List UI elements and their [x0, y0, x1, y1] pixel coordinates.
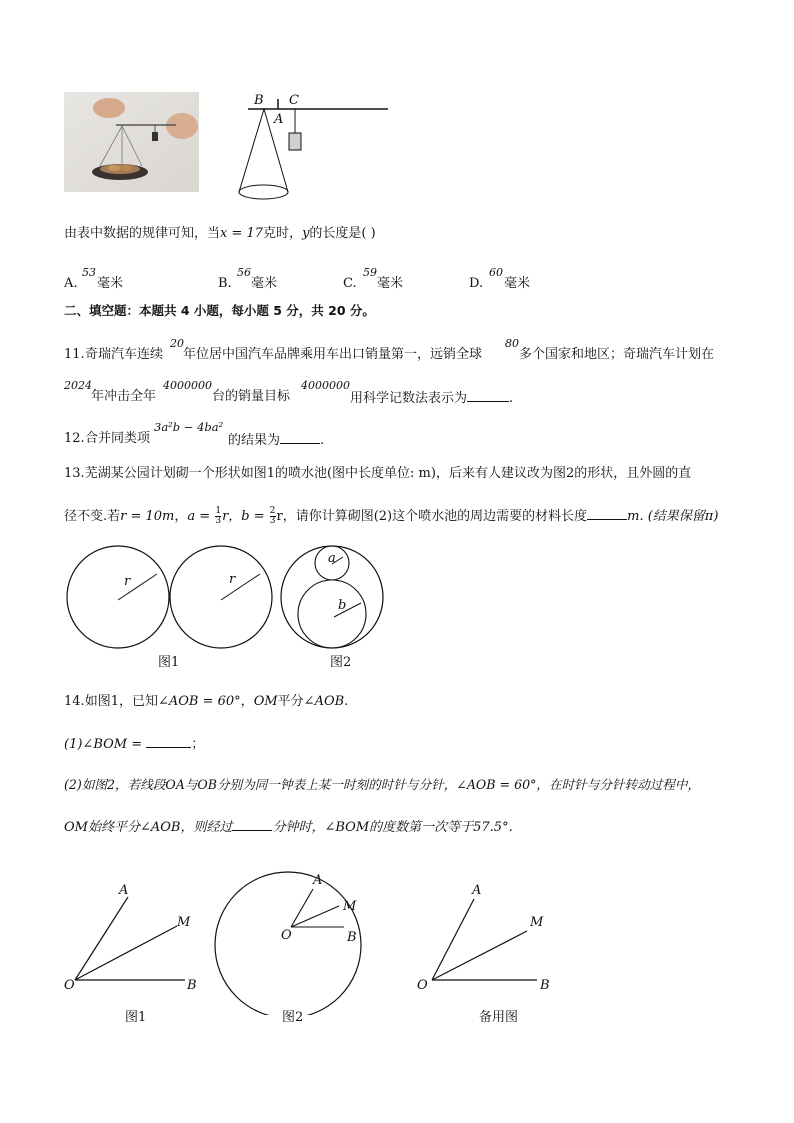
- q11-sup-4000000-a: 4000000: [163, 379, 212, 392]
- q10-stem-math: x = 17: [220, 226, 264, 241]
- q11-text-6-label: 用科学记数法表示为: [350, 391, 468, 406]
- q13-line2-d: r，请你计算砌图(2)这个喷水池的周边需要的材料长度: [276, 509, 588, 524]
- q11-sup-2024: 2024: [64, 379, 92, 392]
- q11-text-1: 奇瑞汽车连续: [85, 347, 164, 362]
- q14-part1: [64, 735, 204, 753]
- q14-fig2-label-O: O: [281, 928, 292, 943]
- q13-answer-blank[interactable]: [587, 507, 627, 520]
- q14-caption-fig1: 图1: [125, 1010, 147, 1025]
- q13-fig1-r-right: r: [229, 572, 236, 587]
- q13-frac-a-den: 3: [215, 516, 222, 526]
- q13-num: 13.: [64, 466, 85, 481]
- q10-stem-prefix: 由表中数据的规律可知，当: [64, 226, 221, 241]
- q10-option-b-value: 56: [237, 266, 251, 279]
- q12-end: .: [320, 433, 325, 448]
- q11-answer-blank[interactable]: [467, 389, 509, 402]
- q13-fig2-b: b: [338, 598, 347, 613]
- q14-caption-fig2: 图2: [282, 1010, 304, 1025]
- q14-fig1-label-O: O: [64, 978, 75, 993]
- q14-fig2-label-M: M: [343, 899, 357, 914]
- q13-frac-a-num: 1: [215, 506, 222, 516]
- q10-stem: [64, 226, 376, 242]
- q14-part1-num: (1): [64, 737, 83, 752]
- fig2-large-circle: [298, 580, 366, 648]
- q12-expression: 3a²b − 4ba²: [154, 420, 224, 434]
- q14-fig1-label-B: B: [187, 978, 197, 993]
- q14-part1-answer-blank[interactable]: [146, 735, 191, 748]
- q13-a-label: a =: [187, 509, 215, 524]
- q13-caption-fig1: 图1: [158, 655, 180, 670]
- q13-frac-a: [215, 507, 221, 526]
- q10-option-d-letter[interactable]: D.: [469, 276, 484, 291]
- q14-fig1-label-A: A: [119, 883, 129, 898]
- q10-stem-suffix: 的长度是( ): [309, 226, 376, 241]
- q13-line1-text: 芜湖某公园计划砌一个形状如图1的喷水池(图中长度单位: m)，后来有人建议改为图2的形状，且外圆的直: [84, 466, 692, 481]
- fig3-ray-om: [432, 931, 527, 980]
- q10-option-c-unit: 毫米: [377, 276, 404, 291]
- q12-text-1: 合并同类项: [85, 431, 151, 446]
- q12-answer-blank[interactable]: [280, 431, 320, 444]
- section2-heading: 二、填空题：本题共 4 小题，每小题 5 分，共 20 分。: [64, 303, 375, 318]
- fig1-right-circle: [170, 546, 272, 648]
- q14-angle-aob: ∠AOB = 60°: [157, 694, 241, 709]
- q14-fig3-label-A: A: [472, 883, 482, 898]
- q10-stem-var: y: [302, 226, 310, 241]
- fig1-right-radius: [221, 574, 260, 600]
- q14-part2-answer-blank[interactable]: [232, 818, 272, 831]
- q13-line2-a: 径不变.若: [64, 509, 121, 524]
- fig1-ray-oa: [75, 897, 128, 980]
- q14-line1-end: .: [344, 694, 349, 709]
- q13-line2-c: r，: [222, 509, 242, 524]
- q14-part2-line2: [64, 818, 513, 836]
- q11-text-5: 台的销量目标: [212, 389, 291, 404]
- q14-caption-fig3: 备用图: [479, 1010, 519, 1025]
- weight-block: [289, 133, 301, 150]
- cone-base: [239, 185, 288, 199]
- q10-option-d-value: 60: [489, 266, 503, 279]
- q11-sup-4000000-b: 4000000: [301, 379, 350, 392]
- balance-photo-illustration: [64, 92, 199, 192]
- q10-option-a-unit: 毫米: [97, 276, 124, 291]
- fig3-ray-oa: [432, 899, 474, 980]
- fig1-left-circle: [67, 546, 169, 648]
- q13-b-label: b =: [241, 509, 269, 524]
- q10-option-c-letter[interactable]: C.: [343, 276, 357, 291]
- q14-fig3-label-M: M: [530, 915, 544, 930]
- q14-figures: [60, 855, 560, 1015]
- q14-part1-end: ；: [191, 737, 205, 752]
- q13-line2-e: m. (结果保留π): [627, 509, 719, 524]
- q14-om: OM: [253, 694, 278, 709]
- q13-frac-b-num: 2: [269, 506, 276, 516]
- q14-part1-angle: ∠BOM =: [82, 737, 143, 752]
- q10-option-a-value: 53: [82, 266, 96, 279]
- q14-part2-line2-b: 分钟时，∠BOM的度数第一次等于57.5°.: [272, 820, 513, 835]
- q10-stem-mid: 克时，: [263, 226, 303, 241]
- q10-option-b-letter[interactable]: B.: [218, 276, 232, 291]
- q13-fig2-a: a: [328, 551, 336, 566]
- q12-text-2: [228, 431, 324, 449]
- cone-left-edge: [239, 109, 264, 192]
- q14-fig1-label-M: M: [177, 915, 191, 930]
- fig2-ray-om: [291, 906, 339, 927]
- fig1-ray-om: [75, 926, 177, 980]
- q13-frac-b-den: 3: [269, 516, 276, 526]
- q11-text-6: [350, 389, 513, 407]
- q13-fig1-r-left: r: [124, 574, 131, 589]
- q14-line1-a: 如图1，已知: [84, 694, 158, 709]
- q10-option-b-unit: 毫米: [251, 276, 278, 291]
- q13-frac-b: [270, 507, 276, 526]
- q14-fig3-label-O: O: [417, 978, 428, 993]
- q14-line1-b: ，: [240, 694, 254, 709]
- q10-option-c-value: 59: [363, 266, 377, 279]
- q14-line1-c: 平分: [277, 694, 304, 709]
- q10-option-a-letter[interactable]: A.: [64, 276, 78, 291]
- label-C: C: [289, 93, 299, 108]
- q11-sup-20: 20: [170, 337, 184, 350]
- q14-fig2-label-A: A: [313, 873, 323, 888]
- q11-text-4: 年冲击全年: [91, 389, 157, 404]
- q11-num: 11.: [64, 347, 85, 362]
- q12-text-2-label: 的结果为: [228, 433, 281, 448]
- q11-text-2: 年位居中国汽车品牌乘用车出口销量第一，远销全球: [183, 347, 483, 362]
- q10-option-d-unit: 毫米: [504, 276, 531, 291]
- label-B: B: [254, 93, 264, 108]
- q13-r-value: r = 10m: [120, 509, 175, 524]
- q13-caption-fig2: 图2: [330, 655, 352, 670]
- q14-line1: [64, 694, 348, 710]
- label-A: A: [274, 112, 284, 127]
- balance-photo: [64, 92, 199, 192]
- q12-num: 12.: [64, 431, 85, 446]
- q14-fig3-label-B: B: [540, 978, 550, 993]
- q13-line1: [64, 466, 691, 482]
- q14-part2-line2-a: OM始终平分∠AOB，则经过: [64, 820, 233, 835]
- q13-line2-b: ，: [174, 509, 188, 524]
- q11-text-3: 多个国家和地区；奇瑞汽车计划在: [519, 347, 715, 362]
- q11-sup-80: 80: [505, 337, 519, 350]
- q14-part2-line1: (2)如图2，若线段OA与OB分别为同一钟表上某一时刻的时针与分针，∠AOB = 60°，在时针与分针转动过程中，: [64, 777, 701, 792]
- q14-num: 14.: [64, 694, 85, 709]
- q13-line2: [64, 507, 718, 526]
- q11-end: .: [509, 391, 514, 406]
- fig2-ray-oa: [291, 889, 313, 927]
- q14-angle-aob-2: ∠AOB: [303, 694, 345, 709]
- q14-fig2-label-B: B: [347, 930, 357, 945]
